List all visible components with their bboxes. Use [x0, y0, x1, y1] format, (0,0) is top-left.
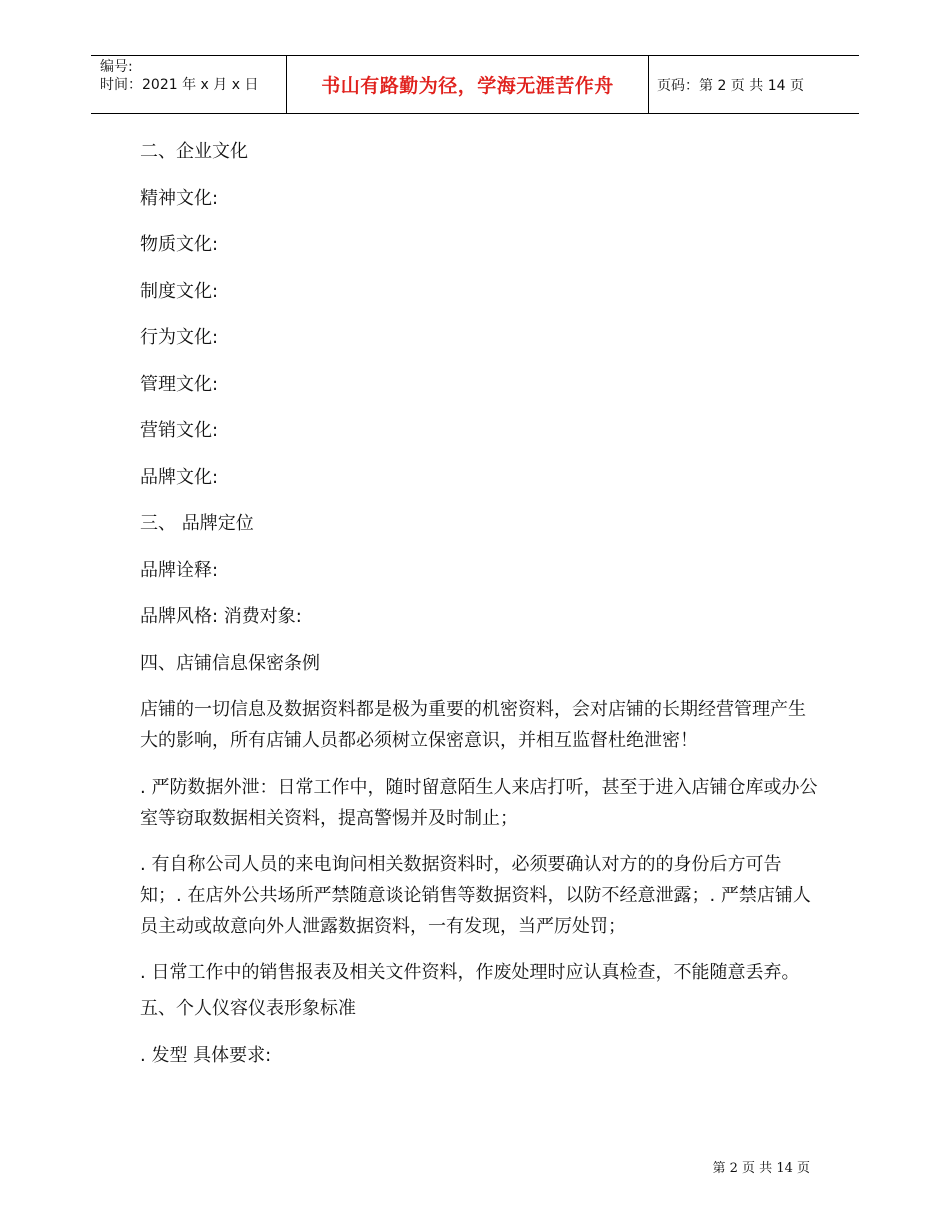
item-hairstyle-requirements: . 发型 具体要求: [140, 1045, 272, 1066]
header-motto-cell [286, 56, 649, 113]
document-header [91, 55, 859, 114]
section-heading-corporate-culture: 二、企业文化 [140, 141, 248, 162]
item-brand-interpretation: 品牌诠释: [140, 560, 219, 581]
paragraph-confidentiality-intro: 店铺的一切信息及数据资料都是极为重要的机密资料，会对店铺的长期经营管理产生大的影响，所有店铺人员都必须树立保密意识，并相互监督杜绝泄密！ [140, 699, 806, 751]
item-spirit-culture: 精神文化: [140, 188, 219, 209]
document-number-label: 编号: [100, 59, 133, 75]
paragraph-verify-callers: . 有自称公司人员的来电询问相关数据资料时，必须要确认对方的的身份后方可告知；. 在店外公共场所严禁随意谈论销售等数据资料，以防不经意泄露；. 严禁店铺人员主动或故意向外人泄露数据资料，一有发现，当严厉处罚； [140, 854, 811, 937]
header-page-cell [649, 56, 859, 113]
section-heading-appearance: 五、个人仪容仪表形象标准 [140, 998, 356, 1019]
item-institutional-culture: 制度文化: [140, 281, 219, 302]
item-brand-culture: 品牌文化: [140, 467, 219, 488]
header-motto: 书山有路勤为径，学海无涯苦作舟 [321, 75, 614, 97]
item-brand-style-consumers: 品牌风格: 消费对象: [140, 606, 302, 627]
paragraph-prevent-leak: . 严防数据外泄：日常工作中，随时留意陌生人来店打听，甚至于进入店铺仓库或办公室等窃取数据相关资料，提高警惕并及时制止； [140, 777, 818, 829]
header-info-cell [91, 56, 286, 113]
item-marketing-culture: 营销文化: [140, 420, 219, 441]
item-material-culture: 物质文化: [140, 234, 219, 255]
item-management-culture: 管理文化: [140, 374, 219, 395]
section-heading-confidentiality: 四、店铺信息保密条例 [140, 653, 320, 674]
paragraph-discard-documents: . 日常工作中的销售报表及相关文件资料，作废处理时应认真检查，不能随意丢弃。 [140, 962, 800, 983]
footer-page-number: 第 2 页 共 14 页 [712, 1161, 810, 1176]
item-behavior-culture: 行为文化: [140, 327, 219, 348]
section-heading-brand-positioning: 三、 品牌定位 [140, 513, 254, 534]
header-page-number: 页码：第 2 页 共 14 页 [657, 77, 804, 94]
document-time-label: 时间：2021 年 x 月 x 日 [100, 77, 259, 93]
